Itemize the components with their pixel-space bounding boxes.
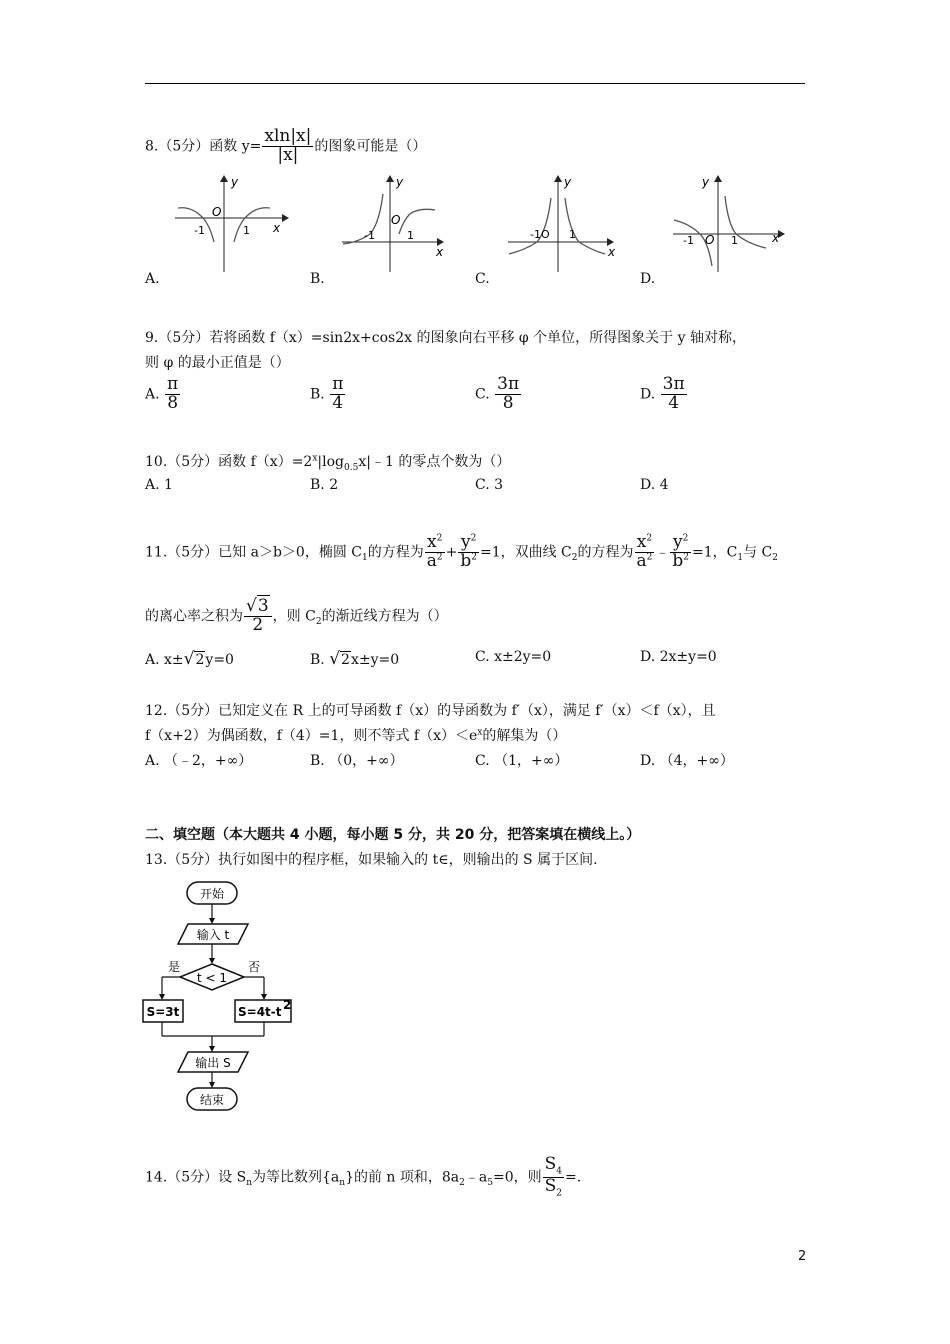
q11-line2-b: ，则 C: [272, 608, 316, 625]
q12-stem-line2: [145, 725, 566, 745]
q11-sub-2: 2: [315, 617, 322, 628]
q11-option-a-text2: y=0: [205, 652, 234, 668]
q9-option-d-label: D.: [640, 386, 656, 403]
graph-b-neg1-label: -1: [364, 229, 375, 242]
q9-option-b-label: B.: [310, 386, 325, 403]
q11-ellipse-x-frac: [425, 534, 445, 571]
q10-text-c: x|﹣1 的零点个数为（）: [358, 454, 511, 470]
q9-option-d-num: 3π: [662, 374, 685, 394]
q11-eq1-b: =1，C: [692, 544, 738, 561]
q14-text-b: 为等比数列{a: [252, 1169, 340, 1186]
q11-line2-a: 的离心率之积为: [145, 608, 243, 625]
q8-suffix: 的图象可能是（）: [314, 138, 427, 155]
q11-a: a: [636, 550, 647, 571]
q14-sub-n: n: [246, 1178, 253, 1189]
q8-option-c: C.: [475, 271, 490, 287]
question-8-stem: [145, 128, 426, 165]
q9-option-a-den: 8: [165, 394, 180, 413]
q8-option-a: A.: [145, 271, 160, 287]
q12-option-a: A. （﹣2，+∞）: [145, 753, 253, 769]
q8-graph-b: [337, 172, 457, 276]
q11-sub-2: 2: [772, 553, 779, 564]
q8-option-d: D.: [640, 271, 656, 287]
q9-option-a-label: A.: [145, 386, 160, 403]
q8-graph-a: [170, 172, 290, 276]
q11-sqrt3: 3: [257, 596, 269, 616]
q8-fraction: [262, 128, 313, 165]
graph-d-y-label: y: [702, 175, 710, 189]
q13-flowchart: [140, 878, 300, 1114]
q10-exponent: x: [312, 453, 318, 464]
q9-option-d-fraction: [661, 376, 687, 413]
q11-sq: 2: [646, 552, 653, 563]
q14-text-e: =0，则: [492, 1169, 542, 1186]
q8-option-b: B.: [310, 271, 325, 287]
page-number: 2: [798, 1249, 807, 1264]
q11-product-frac: $\frac{√3}{2}$: [244, 598, 272, 635]
q9-option-b-num: π: [332, 374, 344, 394]
q11-option-a: A. x±√2y=0: [145, 649, 234, 669]
q9-option-a: [145, 376, 181, 413]
q11-text-c: 的方程为: [577, 544, 634, 561]
q11-sub-1: 1: [737, 553, 744, 564]
q14-fraction: [543, 1156, 564, 1199]
q11-hyperbola-x-frac: [635, 534, 655, 571]
graph-d-origin-label: O: [705, 233, 715, 247]
graph-b-origin-label: O: [391, 213, 401, 227]
q10-option-c: C. 3: [475, 477, 504, 493]
q11-y: y: [460, 532, 471, 552]
q11-option-c: C. x±2y=0: [475, 649, 552, 665]
q14-sub-2: 2: [459, 1178, 465, 1189]
q9-option-c-num: 3π: [497, 374, 520, 394]
q10-text-a: 10.（5分）函数 f（x）=2: [145, 454, 313, 470]
q14-num-sub: 4: [556, 1166, 563, 1177]
q9-option-c-fraction: [495, 376, 521, 413]
q12-option-d: D. （4，+∞）: [640, 753, 734, 769]
flow-end-text: 结束: [199, 1093, 225, 1107]
q8-graph-d: [668, 172, 798, 276]
q12-option-b: B. （0，+∞）: [310, 753, 404, 769]
q11-text-d: 与 C: [743, 544, 773, 561]
graph-c-y-label: y: [564, 175, 572, 189]
flow-condition-text: t < 1: [196, 971, 228, 985]
q9-stem-line1: 9.（5分）若将函数 f（x）=sin2x+cos2x 的图象向右平移 φ 个单位，所得图象关于 y 轴对称，: [145, 330, 746, 346]
q13-stem: 13.（5分）执行如图中的程序框，如果输入的 t∈，则输出的 S 属于区间.: [145, 852, 598, 868]
q10-option-b: B. 2: [310, 477, 339, 493]
q11-ellipse-y-frac: [458, 534, 479, 571]
q9-option-d-den: 4: [661, 394, 687, 413]
q11-eq1-a: =1，双曲线 C: [479, 544, 572, 561]
q9-stem-line2: 则 φ 的最小正值是（）: [145, 355, 290, 371]
flow-no-label: 否: [248, 960, 261, 974]
q11-sq: 2: [470, 533, 477, 544]
q14-stem: [145, 1156, 581, 1199]
q9-option-c-label: C.: [475, 386, 490, 403]
graph-a-x-label: x: [273, 221, 281, 235]
q11-minus: ﹣: [655, 544, 670, 561]
q11-option-d: D. 2x±y=0: [640, 649, 717, 665]
q12-option-c: C. （1，+∞）: [475, 753, 569, 769]
graph-b-x-label: x: [436, 245, 444, 259]
q11-y: y: [673, 532, 683, 552]
q12-line2-b: 的解集为（）: [482, 728, 567, 744]
graph-c-1-label: 1: [569, 228, 576, 241]
q11-sq: 2: [436, 552, 443, 563]
q11-sub-1: 1: [362, 553, 368, 564]
q11-sq: 2: [683, 552, 690, 563]
q9-option-b-den: 4: [330, 394, 345, 413]
q9-option-b-fraction: [330, 376, 345, 413]
graph-b-1-label: 1: [407, 229, 414, 242]
section-2-title: 二、填空题（本大题共 4 小题，每小题 5 分，共 20 分，把答案填在横线上。）: [145, 827, 641, 843]
q11-hyperbola-y-frac: [670, 534, 691, 571]
q14-num: S: [544, 1154, 557, 1174]
q11-sub-2: 2: [571, 553, 578, 564]
q11-stem-line2: [145, 598, 448, 635]
q11-plus: +: [445, 544, 458, 561]
q14-sub-5: 5: [487, 1178, 493, 1189]
graph-d-1-label: 1: [731, 234, 738, 247]
q14-text-a: 14.（5分）设 S: [145, 1169, 247, 1186]
graph-c-x-label: x: [608, 245, 616, 259]
flow-output-text: 输出 S: [195, 1056, 231, 1070]
q11-sq: 2: [682, 533, 689, 544]
graph-d-neg1-label: -1: [683, 234, 694, 247]
q14-den-sub: 2: [556, 1188, 563, 1199]
q11-option-b-text1: B.: [310, 652, 330, 668]
q11-text-a: 11.（5分）已知 a＞b＞0，椭圆 C: [145, 544, 362, 561]
header-rule: [145, 83, 805, 84]
graph-a-origin-label: O: [212, 205, 222, 219]
graph-a-y-label: y: [231, 175, 239, 189]
q11-sq: 2: [471, 552, 477, 563]
q10-stem: [145, 451, 510, 473]
q11-option-a-text1: A. x±: [145, 652, 184, 668]
q12-line2-a: f（x+2）为偶函数，f（4）=1，则不等式 f（x）＜e: [145, 728, 478, 744]
q8-graph-c: [503, 172, 623, 276]
q11-b: b: [460, 550, 472, 571]
q12-stem-line1: 12.（5分）已知定义在 R 上的可导函数 f（x）的导函数为 f′（x），满足 f′（x）＜f（x），且: [145, 703, 716, 719]
flow-yes-label: 是: [168, 960, 181, 974]
graph-a-1-label: 1: [243, 224, 250, 237]
q9-option-c: [475, 376, 522, 413]
q10-text-b: |log: [317, 454, 345, 470]
q11-text-b: 的方程为: [367, 544, 424, 561]
q11-line2-c: 的渐近线方程为（）: [321, 608, 448, 625]
q11-sq: 2: [436, 533, 443, 544]
q8-fraction-numerator: xln|x|: [264, 126, 312, 146]
q11-a: a: [426, 550, 437, 571]
graph-d-x-label: x: [772, 231, 780, 245]
q11-option-b-text2: x±y=0: [350, 652, 400, 668]
q11-option-b-radicand: 2: [341, 652, 350, 668]
q11-x: x: [636, 532, 647, 552]
graph-b-y-label: y: [396, 175, 404, 189]
graph-c-neg1-origin-label: -1O: [530, 228, 550, 241]
q14-den: S: [544, 1175, 557, 1196]
q11-option-a-radicand: 2: [195, 652, 205, 668]
q11-den2: 2: [244, 616, 272, 635]
q11-b: b: [672, 550, 684, 571]
q9-option-d: [640, 376, 688, 413]
q9-option-a-fraction: [165, 376, 180, 413]
q14-text-d: ﹣a: [464, 1169, 488, 1186]
q10-option-d: D. 4: [640, 477, 669, 493]
q10-option-a: A. 1: [145, 477, 173, 493]
q11-option-b: B. √2x±y=0: [310, 649, 400, 669]
q8-prefix: 8.（5分）函数 y=: [145, 138, 262, 155]
q11-sq: 2: [646, 533, 653, 544]
flow-right-box-text: S=4t-t: [238, 1005, 282, 1019]
q11-stem-line1: [145, 534, 778, 571]
q12-exponent: x: [477, 727, 483, 738]
q14-sub-n-2: n: [339, 1178, 346, 1189]
q9-option-b: [310, 376, 346, 413]
flow-right-box-sup: 2: [283, 998, 292, 1012]
q9-option-c-den: 8: [495, 394, 521, 413]
q8-fraction-denominator: |x|: [262, 146, 313, 165]
q9-option-a-num: π: [167, 374, 179, 394]
flow-start-text: 开始: [199, 887, 225, 901]
q14-text-c: }的前 n 项和，8a: [345, 1169, 460, 1186]
q14-text-f: =.: [565, 1169, 582, 1186]
q11-x: x: [427, 532, 437, 552]
flow-input-text: 输入 t: [196, 928, 230, 942]
graph-a-neg1-label: -1: [194, 224, 205, 237]
flow-left-box-text: S=3t: [146, 1005, 180, 1019]
q10-log-base: 0.5: [344, 462, 359, 473]
